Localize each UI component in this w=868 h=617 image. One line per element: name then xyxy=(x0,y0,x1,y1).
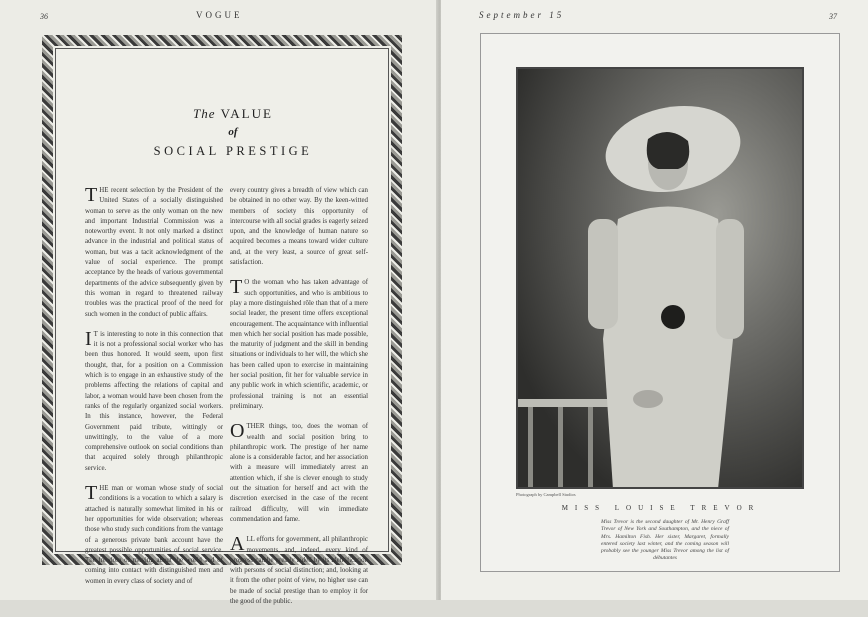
portrait-photo xyxy=(516,67,804,489)
running-head: September 15 xyxy=(479,10,565,20)
drop-cap: T xyxy=(85,184,98,206)
paragraph-text: T is interesting to note in this connection that it is not a professional social worker who has been thus honored. It would seem, upon first thought, that, for a position on a Commission which is to engage in an exhaustive study of the problems affecting the relations of capital and labor, a woman would have been chosen from the ranks of the regularly organized social workers. In this instance, however, the Federal Government paid tribute, wittingly or unwittingly, to the value of a more comprehensive outlook on social conditions than that acquired solely through philanthropic service. xyxy=(85,330,223,472)
page-number: 37 xyxy=(829,12,837,21)
running-head: VOGUE xyxy=(196,10,243,20)
paragraph-text: O the woman who has taken advantage of such opportunities, and who is ambitious to play a more distinguished rôle than that of a mere social leader, the present time offers exceptional encouragement. The acquaintance with influential men which her social position has made possible, the maturity of judgment and the skill in bending situations or individuals to her will, the which she has been called upon to exercise in maintaining her social position, fit her for valuable service in any public work in which scientific, academic, or professional training is not an essential preliminary. xyxy=(230,279,368,410)
article-column-1 xyxy=(85,186,223,597)
page-frame xyxy=(480,33,840,572)
right-page xyxy=(441,0,868,600)
drop-cap: T xyxy=(230,276,243,299)
title-line-3: SOCIAL PRESTIGE xyxy=(153,144,313,158)
portrait-caption: Miss Trevor is the second daughter of Mr. Henry Graff Trevor of New York and Southampton, and the niece of Mrs. Hamilton Fish. Her sister, Margaret, formally entered society last winter, and the coming season will probably see the younger Miss Trevor among the list of débutantes xyxy=(601,519,729,562)
title-line-2: of xyxy=(228,126,238,138)
drop-cap: T xyxy=(85,482,98,505)
article-paragraph xyxy=(85,327,223,474)
drop-cap: A xyxy=(230,533,245,556)
article-paragraph xyxy=(230,422,368,525)
portrait-name: MISS LOUISE TREVOR xyxy=(561,504,761,512)
drop-cap: O xyxy=(230,420,245,443)
article-paragraph xyxy=(230,278,368,412)
paragraph-text: HE recent selection by the President of the United States of a socially distinguished woman to serve as the only woman on the new and important Industrial Commission was a noteworthy event. It not only marked a distinct advance in the industrial and political status of woman, but was a tacit acknowledgment of the value of social experience. The prompt acceptance by the heads of various governmental departments of the advice subsequently given by this woman in regard to threatened railway troubles was the practical proof of the need for such women in the conduct of public affairs. xyxy=(85,187,223,318)
title-the: The xyxy=(193,106,216,121)
paragraph-text: every country gives a breadth of view which can be obtained in no other way. By the keen-witted members of society this opportunity of intercourse with all social grades is eagerly seized upon, and the knowledge of human nature so acquired becomes a means toward wider culture and, at the very least, a source of great self-satisfaction. xyxy=(230,187,368,267)
article-paragraph xyxy=(85,484,223,587)
paragraph-text: HE man or woman whose study of social conditions is a vocation to which a salary is attached is naturally somewhat limited in his or her opportunities for wide observation; whereas those who study such conditions from the vantage of a generous private bank account have the greatest possible opportunities of social service. The freedom of moving about the world and of coming into contact with distinguished men and women in every class of society and of xyxy=(85,485,223,585)
title-value: VALUE xyxy=(220,106,273,121)
title-line-1 xyxy=(53,106,413,122)
article-column-2 xyxy=(230,186,368,617)
drop-cap: I xyxy=(85,327,92,350)
article-paragraph xyxy=(85,186,223,320)
page-number: 36 xyxy=(40,12,48,21)
paragraph-text: LL efforts for government, all philanthropic movements, and, indeed, every kind of progress can be greatly aided by its identification with persons of social distinction; and, looking at it from the other point of view, no higher use can be made of social prestige than to employ it for the good of the public. xyxy=(230,536,368,605)
photo-credit: Photograph by Campbell Studios xyxy=(516,492,576,497)
ornamental-border xyxy=(42,35,402,605)
paragraph-text: THER things, too, does the woman of wealth and social position bring to philanthropic work. The prestige of her name alone is a considerable factor, and her association with a measure will immediately arrest an attention which, if she is clever enough to study out the situation for herself and act with the discretion exercised in the case of the recent railroad difficulty, will win immediate commendation and fame. xyxy=(230,423,368,523)
article-paragraph xyxy=(230,535,368,607)
left-page xyxy=(0,0,438,605)
article-paragraph xyxy=(230,186,368,268)
portrait-figure xyxy=(518,69,804,489)
